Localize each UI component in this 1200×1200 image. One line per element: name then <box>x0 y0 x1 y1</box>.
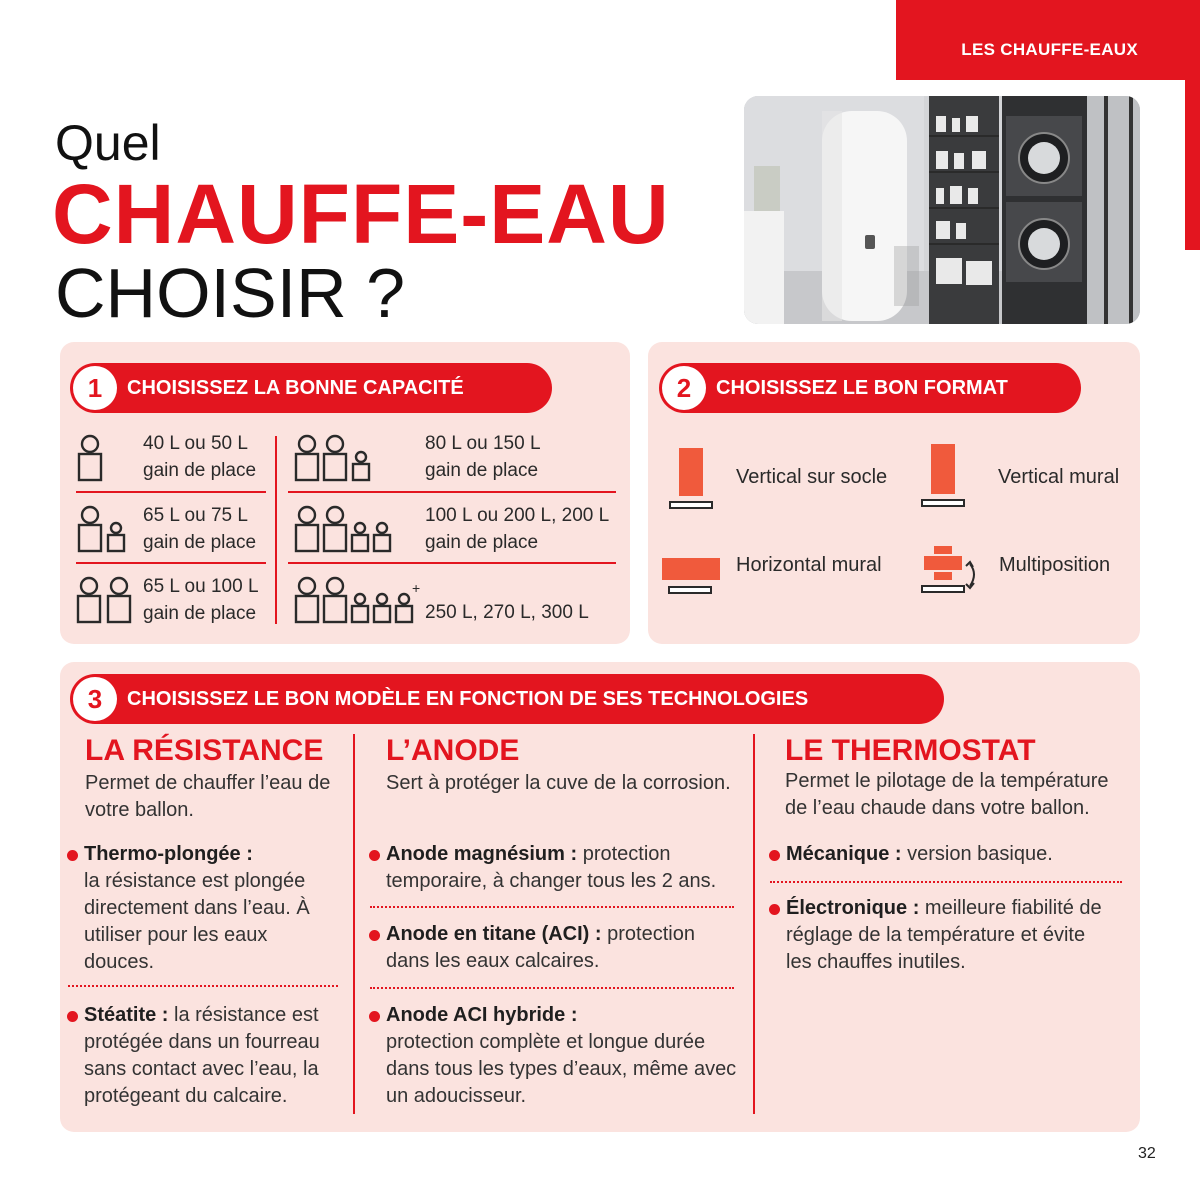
format-label: Horizontal mural <box>736 554 882 576</box>
page-number: 32 <box>1138 1145 1156 1162</box>
column-divider <box>353 734 355 1114</box>
capacity-value: 65 L ou 75 L <box>143 505 248 526</box>
bullet-dot <box>769 904 780 915</box>
capacity-note: gain de place <box>143 603 257 624</box>
resistance-bullet <box>84 841 334 976</box>
bullet-term: Anode ACI hybride : <box>386 1004 578 1026</box>
bullet-term: Anode en titane (ACI) : <box>386 923 602 945</box>
capacity-divider <box>76 562 266 564</box>
bullet-dot <box>769 850 780 861</box>
capacity-note: gain de place <box>143 460 257 481</box>
format-label: Vertical mural <box>998 466 1120 488</box>
household-1-person-icon <box>76 433 116 488</box>
section-label: LES CHAUFFE-EAUX <box>961 40 1138 59</box>
bullet-term: Mécanique : <box>786 843 902 865</box>
thermostat-bullet <box>786 841 1116 868</box>
title-line-2: CHAUFFE-EAU <box>52 167 670 261</box>
household-2-adults-icon <box>76 575 136 630</box>
bullet-dot <box>67 850 78 861</box>
household-plus-sign: + <box>412 580 420 596</box>
format-label: Multiposition <box>999 554 1111 576</box>
title-line-3: CHOISIR ? <box>55 254 406 332</box>
capacity-divider <box>76 491 266 493</box>
capacity-value: 65 L ou 100 L <box>143 576 259 597</box>
thermostat-bullet <box>786 895 1106 976</box>
section-header-tab <box>896 0 1200 80</box>
bullet-dot <box>369 850 380 861</box>
format-label: Vertical sur socle <box>736 466 888 488</box>
capacity-column-divider <box>275 436 277 624</box>
laundry-room-photo <box>744 96 1140 324</box>
anode-description: Sert à protéger la cuve de la corrosion. <box>386 772 731 794</box>
capacity-value: 80 L ou 150 L <box>425 433 541 454</box>
capacity-note: gain de place <box>425 532 539 553</box>
vertical-wall-icon <box>920 444 966 513</box>
bullet-term: Anode magnésium : <box>386 843 578 865</box>
title-line-1: Quel <box>55 115 161 171</box>
capacity-value: 40 L ou 50 L <box>143 433 248 454</box>
capacity-divider <box>288 491 616 493</box>
anode-title: L’ANODE <box>386 734 520 767</box>
dotted-separator <box>370 906 734 908</box>
capacity-heading <box>70 363 552 413</box>
capacity-note: gain de place <box>425 460 539 481</box>
horizontal-wall-icon <box>660 558 722 603</box>
household-2-adults-2-children-icon <box>294 504 394 559</box>
household-1-adult-1-child-icon <box>76 504 128 559</box>
bullet-text: protection temporaire, à changer tous les 2 ans. <box>386 843 717 892</box>
bullet-dot <box>67 1011 78 1022</box>
technologies-heading-label: CHOISISSEZ LE BON MODÈLE EN FONCTION DE SES TECHNOLOGIES <box>127 687 809 710</box>
format-heading <box>659 363 1081 413</box>
bullet-text: la résistance est protégée dans un fourreau sans contact avec l’eau, la protégeant du calcaire. <box>84 1004 320 1107</box>
format-card <box>648 342 1140 644</box>
resistance-description: Permet de chauffer l’eau de votre ballon. <box>85 772 331 821</box>
bullet-text: protection dans les eaux calcaires. <box>386 923 695 972</box>
bullet-term: Thermo-plongée : <box>84 843 253 865</box>
side-accent-strip <box>1185 80 1200 250</box>
dotted-separator <box>68 985 338 987</box>
anode-bullet <box>386 921 731 975</box>
capacity-value: 250 L, 270 L, 300 L <box>425 602 589 623</box>
capacity-value: 100 L ou 200 L, 200 L <box>425 505 610 526</box>
capacity-note: gain de place <box>143 532 257 553</box>
multiposition-icon <box>920 542 984 603</box>
thermostat-description: Permet le pilotage de la température de l’eau chaude dans votre ballon. <box>785 770 1109 819</box>
household-2-adults-3-children-plus-icon <box>294 575 420 630</box>
resistance-title: LA RÉSISTANCE <box>85 734 324 767</box>
step-number: 2 <box>662 366 706 410</box>
bullet-text: meilleure fiabilité de réglage de la température et évite les chauffes inutiles. <box>786 897 1102 973</box>
bullet-dot <box>369 930 380 941</box>
vertical-floor-icon <box>668 448 714 515</box>
column-divider <box>753 734 755 1114</box>
capacity-divider <box>288 562 616 564</box>
resistance-bullet <box>84 1002 339 1110</box>
bullet-text: protection complète et longue durée dans tous les types d’eaux, même avec un adoucisseur. <box>386 1031 737 1107</box>
technologies-card <box>60 662 1140 1132</box>
bullet-dot <box>369 1011 380 1022</box>
thermostat-title: LE THERMOSTAT <box>785 734 1036 767</box>
bullet-text: la résistance est plongée directement dans l’eau. À utiliser pour les eaux douces. <box>84 870 310 973</box>
anode-bullet <box>386 841 731 895</box>
step-number: 1 <box>73 366 117 410</box>
dotted-separator <box>370 987 734 989</box>
format-heading-label: CHOISISSEZ LE BON FORMAT <box>716 376 1008 399</box>
bullet-text: version basique. <box>907 843 1053 865</box>
anode-bullet <box>386 1002 741 1110</box>
dotted-separator <box>770 881 1122 883</box>
bullet-term: Électronique : <box>786 897 920 919</box>
bullet-term: Stéatite : <box>84 1004 169 1026</box>
technologies-heading <box>70 674 944 724</box>
capacity-heading-label: CHOISISSEZ LA BONNE CAPACITÉ <box>127 376 464 399</box>
household-3-adults-1-child-icon <box>294 433 374 488</box>
step-number: 3 <box>73 677 117 721</box>
capacity-card <box>60 342 630 644</box>
